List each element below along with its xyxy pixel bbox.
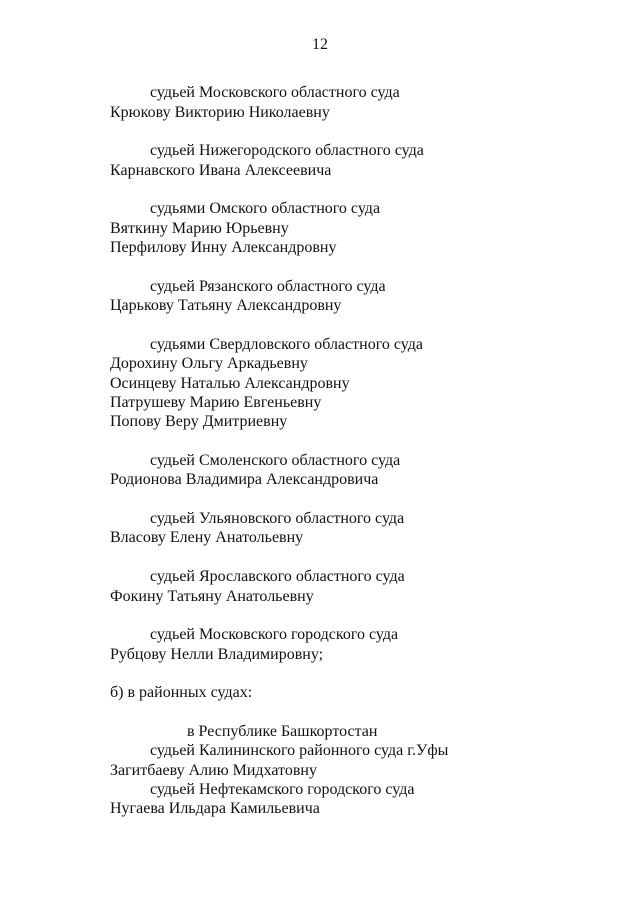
court-heading: судьей Нефтекамского городского суда [150,781,415,798]
court-heading: судьей Московского городского суда [150,626,399,643]
section-heading: б) в районных судах: [110,684,253,701]
judge-name: Власову Елену Анатольевну [110,529,304,546]
judge-name: Осинцеву Наталью Александровну [110,375,350,392]
judge-name: Загитбаеву Алию Мидхатовну [110,762,317,779]
court-heading: судьями Омского областного суда [150,200,381,217]
page-number: 12 [312,36,328,53]
judge-name: Вяткину Марию Юрьевну [110,220,289,237]
court-heading: судьей Рязанского областного суда [150,278,386,295]
judge-name: Попову Веру Дмитриевну [110,413,288,430]
judge-name: Нугаева Ильдара Камильевича [110,800,320,817]
judge-name: Карнавского Ивана Алексеевича [110,162,332,179]
region-heading: в Республике Башкортостан [187,723,378,740]
judge-name: Дорохину Ольгу Аркадьевну [110,355,308,372]
court-heading: судьей Московского областного суда [150,84,400,101]
court-heading: судьями Свердловского областного суда [150,336,423,353]
court-heading: судьей Ярославского областного суда [150,568,405,585]
judge-name: Рубцову Нелли Владимировну; [110,646,324,663]
judge-name: Фокину Татьяну Анатольевну [110,588,314,605]
judge-name: Перфилову Инну Александровну [110,239,337,256]
court-heading: судьей Смоленского областного суда [150,452,401,469]
court-heading: судьей Калининского районного суда г.Уфы [150,742,449,759]
judge-name: Родионова Владимира Александровича [110,471,379,488]
court-heading: судьей Нижегородского областного суда [150,142,424,159]
court-heading: судьей Ульяновского областного суда [150,510,405,527]
judge-name: Царькову Татьяну Александровну [110,297,342,314]
judge-name: Патрушеву Марию Евгеньевну [110,394,322,411]
judge-name: Крюкову Викторию Николаевну [110,104,330,121]
